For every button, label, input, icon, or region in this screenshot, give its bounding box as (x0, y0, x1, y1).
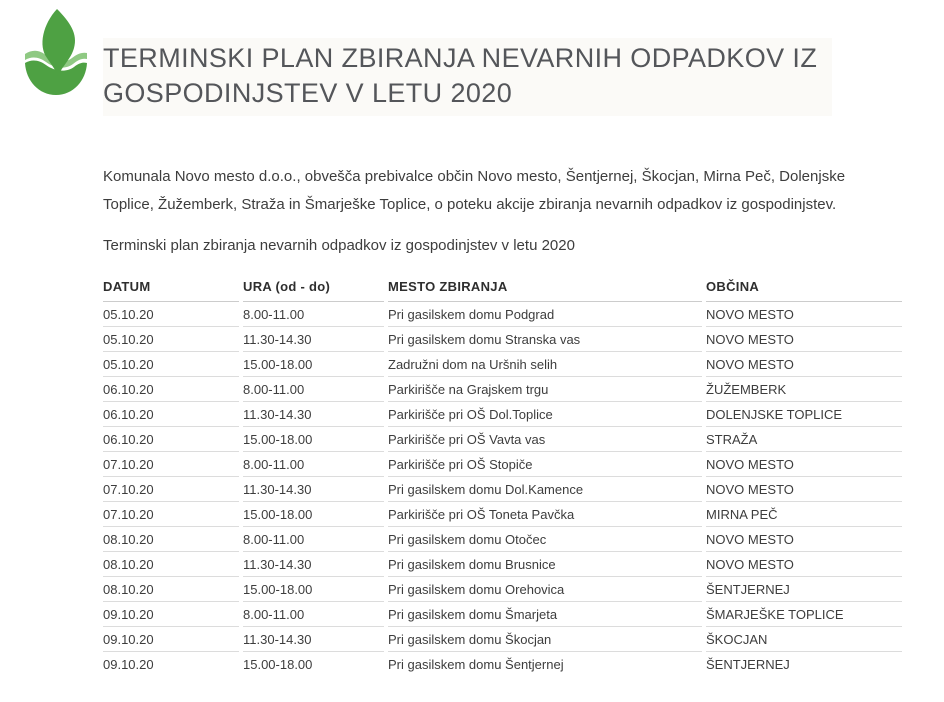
table-header-row (103, 272, 902, 302)
table-cell: 15.00-18.00 (243, 352, 384, 377)
table-cell: 05.10.20 (103, 352, 239, 377)
table-cell: 07.10.20 (103, 502, 239, 527)
table-row (103, 527, 902, 552)
table-cell: 06.10.20 (103, 377, 239, 402)
table-cell: STRAŽA (706, 427, 902, 452)
table-cell: Pri gasilskem domu Škocjan (388, 627, 702, 652)
table-cell: 11.30-14.30 (243, 627, 384, 652)
table-row (103, 327, 902, 352)
table-cell: 15.00-18.00 (243, 656, 313, 672)
table-cell: 05.10.20 (103, 302, 239, 327)
table-cell: 06.10.20 (103, 402, 239, 427)
table-cell: NOVO MESTO (706, 352, 902, 377)
table-row (103, 577, 902, 602)
column-header-ura: URA (od - do) (243, 272, 384, 302)
intro-line-2: Toplice, Žužemberk, Straža in Šmarješke Toplice, o poteku akcije zbiranja nevarnih odpadkov iz gospodinjstev. (103, 195, 837, 213)
table-cell: Parkirišče pri OŠ Vavta vas (388, 427, 702, 452)
table-cell: ŽUŽEMBERK (706, 377, 902, 402)
table-cell: MIRNA PEČ (706, 502, 902, 527)
table-cell: 15.00-18.00 (243, 427, 384, 452)
table-cell: 07.10.20 (103, 477, 239, 502)
table-cell: Pri gasilskem domu Šmarjeta (388, 602, 702, 627)
schedule-table-container (99, 272, 906, 676)
intro-line-1: Komunala Novo mesto d.o.o., obvešča prebivalce občin Novo mesto, Šentjernej, Škocjan, Mirna Peč, Dolenjske (103, 168, 846, 185)
table-cell: 15.00-18.00 (243, 502, 384, 527)
table-row (103, 477, 902, 502)
table-cell: Pri gasilskem domu Otočec (388, 527, 702, 552)
table-cell: ŠENTJERNEJ (706, 577, 902, 602)
table-row (103, 302, 902, 327)
table-cell: 8.00-11.00 (243, 377, 384, 402)
table-row (103, 652, 902, 676)
table-cell: 08.10.20 (103, 552, 239, 577)
table-cell: Pri gasilskem domu Dol.Kamence (388, 477, 702, 502)
table-cell: 15.00-18.00 (243, 577, 384, 602)
table-cell: 07.10.20 (103, 452, 239, 477)
table-cell: NOVO MESTO (706, 477, 902, 502)
page-title-line-1: TERMINSKI PLAN ZBIRANJA NEVARNIH ODPADKOV IZ (103, 43, 818, 73)
table-cell: 08.10.20 (103, 527, 239, 552)
table-cell: ŠMARJEŠKE TOPLICE (706, 602, 902, 627)
table-cell: 8.00-11.00 (243, 602, 384, 627)
table-row (103, 452, 902, 477)
table-row (103, 552, 902, 577)
table-caption: Terminski plan zbiranja nevarnih odpadkov iz gospodinjstev v letu 2020 (103, 237, 575, 254)
table-cell: Parkirišče pri OŠ Toneta Pavčka (388, 502, 702, 527)
table-cell: Pri gasilskem domu Brusnice (388, 552, 702, 577)
table-row (103, 377, 902, 402)
table-cell: Parkirišče na Grajskem trgu (388, 377, 702, 402)
table-cell: DOLENJSKE TOPLICE (706, 402, 902, 427)
table-row (103, 502, 902, 527)
table-cell: Zadružni dom na Uršnih selih (388, 352, 702, 377)
table-cell: 08.10.20 (103, 577, 239, 602)
table-cell: 11.30-14.30 (243, 552, 384, 577)
table-row (103, 427, 902, 452)
table-cell: NOVO MESTO (706, 527, 902, 552)
table-row (103, 602, 902, 627)
table-row (103, 402, 902, 427)
table-cell: 8.00-11.00 (243, 452, 384, 477)
table-cell: Parkirišče pri OŠ Dol.Toplice (388, 402, 702, 427)
table-cell: Parkirišče pri OŠ Stopiče (388, 452, 702, 477)
table-cell: 11.30-14.30 (243, 327, 384, 352)
table-cell: 09.10.20 (103, 602, 239, 627)
schedule-table (99, 272, 906, 676)
table-cell: NOVO MESTO (706, 452, 902, 477)
table-cell: 11.30-14.30 (243, 477, 384, 502)
table-cell: NOVO MESTO (706, 327, 902, 352)
table-cell: 11.30-14.30 (243, 402, 384, 427)
table-cell: 05.10.20 (103, 327, 239, 352)
table-cell: NOVO MESTO (706, 552, 902, 577)
komunala-logo-icon (20, 8, 92, 100)
column-header-datum: DATUM (103, 272, 239, 302)
page-title (103, 38, 832, 116)
table-cell: ŠENTJERNEJ (706, 656, 790, 672)
table-cell: 09.10.20 (103, 627, 239, 652)
table-cell: Pri gasilskem domu Orehovica (388, 577, 702, 602)
table-cell: Pri gasilskem domu Stranska vas (388, 327, 702, 352)
table-cell: Pri gasilskem domu Podgrad (388, 302, 702, 327)
table-cell: 09.10.20 (103, 656, 154, 672)
table-row (103, 627, 902, 652)
table-row (103, 352, 902, 377)
intro-paragraph (103, 163, 923, 218)
table-cell: 06.10.20 (103, 427, 239, 452)
page-title-line-2: GOSPODINJSTEV V LETU 2020 (103, 78, 513, 108)
table-cell: 8.00-11.00 (243, 302, 384, 327)
table-cell: NOVO MESTO (706, 302, 902, 327)
table-cell: ŠKOCJAN (706, 627, 902, 652)
column-header-obcina: OBČINA (706, 272, 902, 302)
table-cell: Pri gasilskem domu Šentjernej (388, 656, 564, 672)
table-cell: 8.00-11.00 (243, 527, 384, 552)
column-header-mesto: MESTO ZBIRANJA (388, 272, 702, 302)
